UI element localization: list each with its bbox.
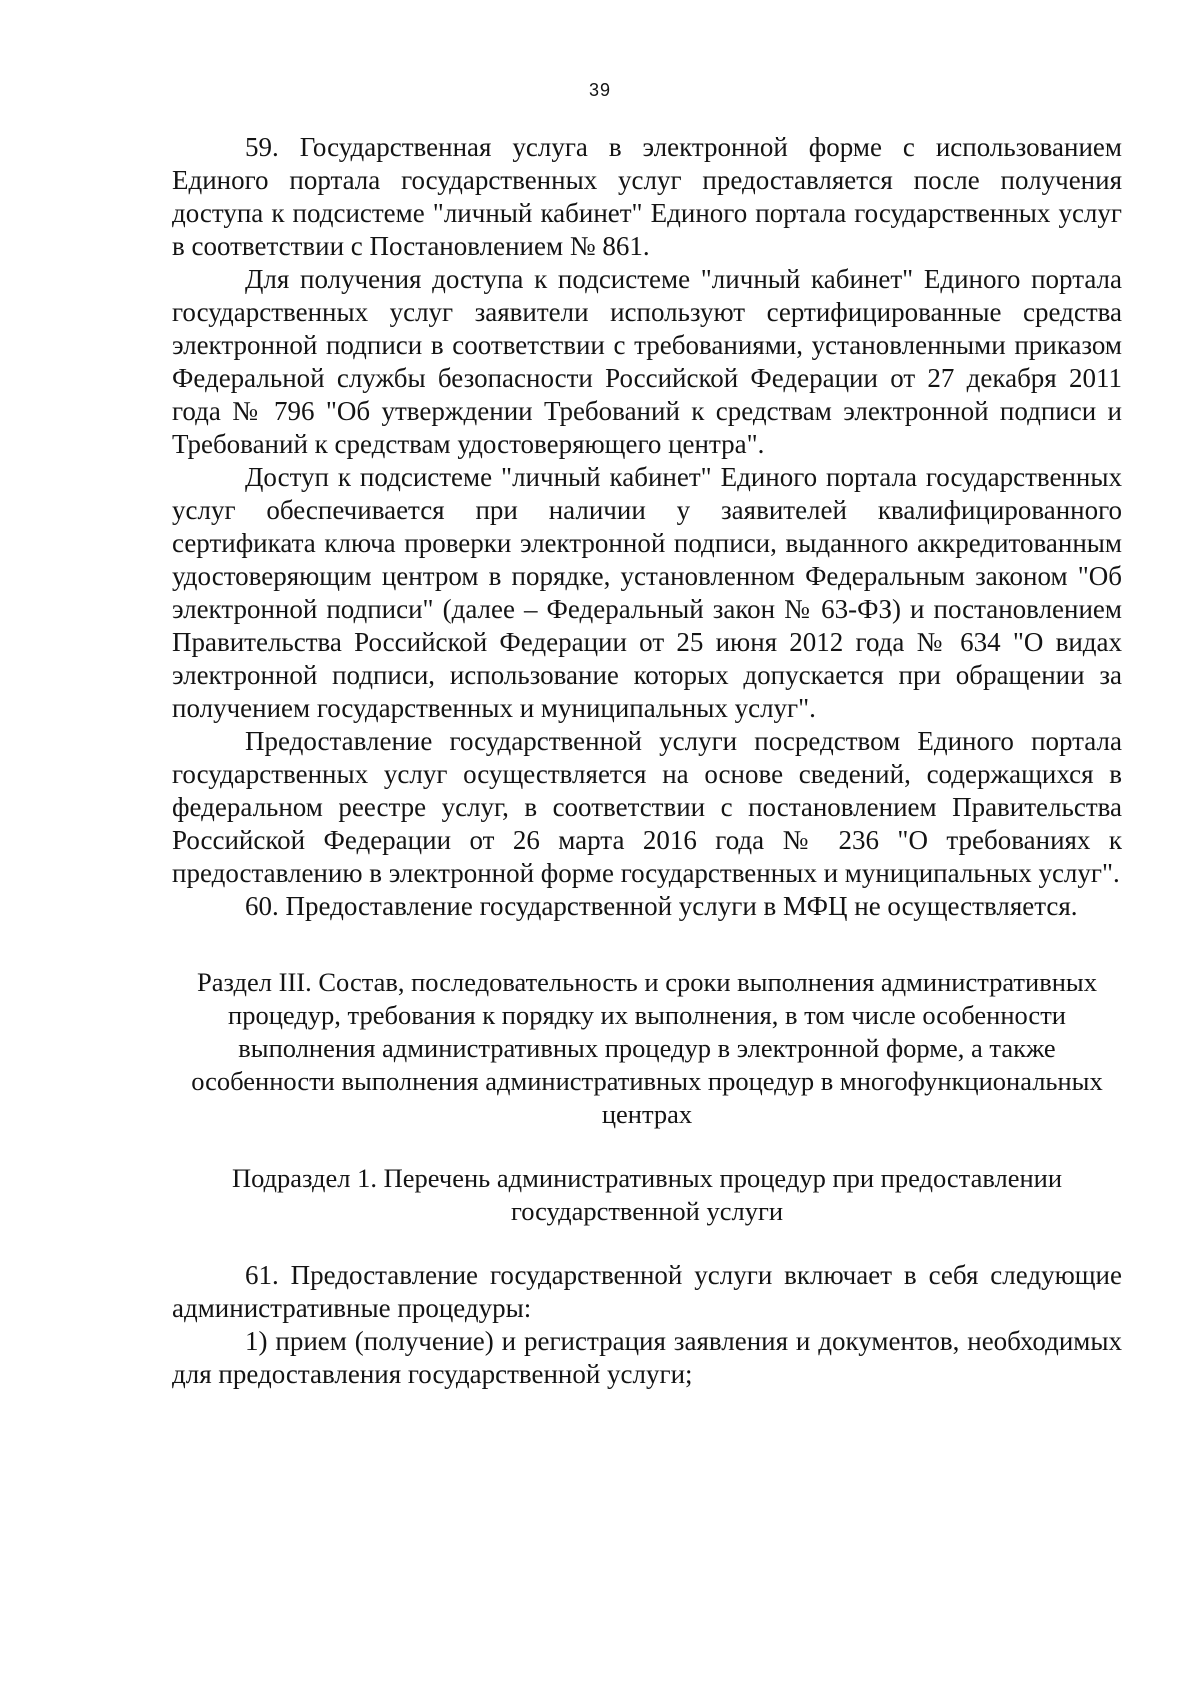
paragraph-61: 61. Предоставление государственной услуги включает в себя следующие административные процедуры:: [172, 1260, 1122, 1323]
paragraph-59-certificate: Доступ к подсистеме "личный кабинет" Единого портала государственных услуг обеспечивается при наличии у заявителей квалифицированного сертификата ключа проверки электронной подписи, выданного аккредитованным удостоверяющим центром в порядке, установленном Федеральным законом "Об электронной подписи" (далее – Федеральный закон № 63-ФЗ) и постановлением Правительства Российской Федерации от 25 июня 2012 года № 634 "О видах электронной подписи, использование которых допускается при обращении за получением государственных и муниципальных услуг".: [172, 462, 1122, 723]
section-heading: Раздел III. Состав, последовательность и сроки выполнения административных процедур, требования к порядку их выполнения, в том числе особенности выполнения административных процедур в электронной форме, а также особенности выполнения административных процедур в многофункциональных центрах: [191, 967, 1103, 1129]
paragraph-59-access: Для получения доступа к подсистеме "личный кабинет" Единого портала государственных услуг заявители используют сертифицированные средства электронной подписи в соответствии с требованиями, установленными приказом Федеральной службы безопасности Российской Федерации от 27 декабря 2011 года № 796 "Об утверждении Требований к средствам электронной подписи и Требований к средствам удостоверяющего центра".: [172, 264, 1122, 459]
document-body: [172, 131, 1122, 1391]
subsection-heading: Подраздел 1. Перечень административных процедур при предоставлении государственной услуги: [231, 1163, 1063, 1226]
paragraph-61-item-1: 1) прием (получение) и регистрация заявления и документов, необходимых для предоставления государственной услуги;: [172, 1326, 1122, 1389]
page-number: 39: [588, 80, 612, 100]
paragraph-60: 60. Предоставление государственной услуги в МФЦ не осуществляется.: [245, 891, 1078, 921]
paragraph-59-registry: Предоставление государственной услуги посредством Единого портала государственных услуг осуществляется на основе сведений, содержащихся в федеральном реестре услуг, в соответствии с постановлением Правительства Российской Федерации от 26 марта 2016 года № 236 "О требованиях к предоставлению в электронной форме государственных и муниципальных услуг".: [172, 726, 1122, 888]
paragraph-59: 59. Государственная услуга в электронной форме с использованием Единого портала государственных услуг предоставляется после получения доступа к подсистеме "личный кабинет" Единого портала государственных услуг в соответствии с Постановлением № 861.: [172, 132, 1122, 261]
